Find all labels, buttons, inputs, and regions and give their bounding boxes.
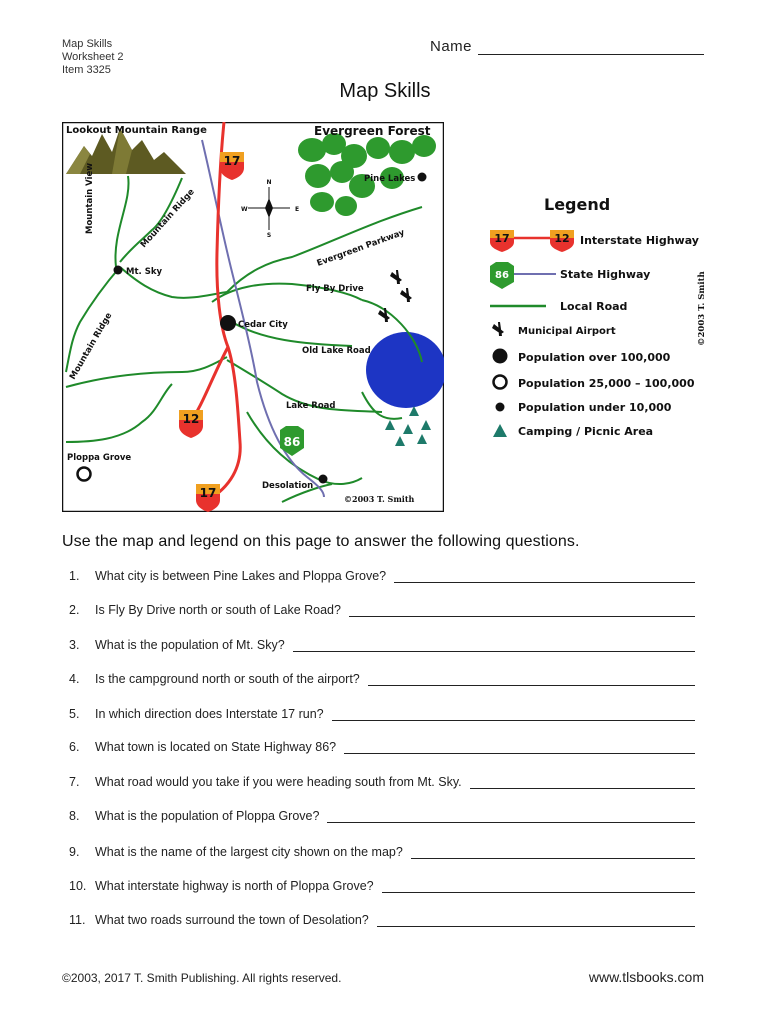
svg-text:86: 86: [283, 435, 301, 449]
pine-lakes-label: Pine Lakes: [364, 174, 416, 184]
legend-pop1-dot: [493, 349, 508, 364]
instructions: Use the map and legend on this page to answer the following questions.: [62, 533, 580, 550]
question-text: What town is located on State Highway 86?: [95, 740, 337, 754]
mountain-ridge-left-label: Mountain Ridge: [67, 311, 115, 382]
question-1: [69, 569, 695, 583]
question-4: [69, 672, 695, 686]
name-field: [430, 38, 704, 55]
legend-pop2-dot: [494, 376, 507, 389]
desolation-label: Desolation: [262, 481, 314, 491]
answer-blank[interactable]: [293, 639, 695, 652]
worksheet-number: Worksheet 2: [62, 51, 124, 63]
ploppa-grove-dot: [78, 468, 91, 481]
answer-blank[interactable]: [344, 741, 695, 754]
legend-camping-icon: [493, 424, 507, 437]
name-label: Name: [430, 38, 473, 55]
question-number: 11.: [69, 913, 86, 927]
cedar-city-dot: [220, 315, 236, 331]
map: [62, 122, 444, 512]
legend-airport-label: Municipal Airport: [518, 326, 616, 337]
lookout-mountain-label: Lookout Mountain Range: [66, 125, 207, 136]
legend-interstate-label: Interstate Highway: [580, 234, 699, 247]
compass-w: W: [241, 206, 248, 213]
legend-pop2-label: Population 25,000 – 100,000: [518, 377, 695, 390]
question-5: [69, 707, 695, 721]
question-number: 3.: [69, 638, 80, 652]
question-text: What road would you take if you were heading south from Mt. Sky.: [95, 775, 462, 789]
question-7: [69, 775, 695, 789]
question-text: What is the population of Mt. Sky?: [95, 638, 285, 652]
desolation-dot: [319, 475, 328, 484]
evergreen-forest-label: Evergreen Forest: [314, 124, 431, 138]
question-number: 4.: [69, 672, 80, 686]
pine-lakes-dot: [418, 173, 427, 182]
question-number: 6.: [69, 740, 80, 754]
answer-blank[interactable]: [377, 914, 695, 927]
fly-by-drive-label: Fly By Drive: [306, 284, 364, 294]
legend-local-label: Local Road: [560, 300, 628, 313]
legend-pop3-dot: [496, 403, 505, 412]
mountain-ridge-top-label: Mountain Ridge: [138, 187, 197, 251]
question-text: What interstate highway is north of Ploppa Grove?: [95, 879, 374, 893]
question-number: 5.: [69, 707, 80, 721]
answer-blank[interactable]: [349, 604, 695, 617]
answer-blank[interactable]: [411, 846, 695, 859]
question-9: [69, 845, 695, 859]
question-text: Is the campground north or south of the airport?: [95, 672, 360, 686]
svg-text:17: 17: [223, 154, 241, 168]
mt-sky-dot: [114, 266, 123, 275]
compass-e: E: [295, 206, 300, 213]
answer-blank[interactable]: [368, 673, 695, 686]
legend-state-label: State Highway: [560, 268, 651, 281]
question-11: [69, 913, 695, 927]
item-number: Item 3325: [62, 64, 111, 76]
footer-copyright: ©2003, 2017 T. Smith Publishing. All rights reserved.: [62, 971, 342, 985]
answer-blank[interactable]: [470, 776, 695, 789]
answer-blank[interactable]: [332, 708, 695, 721]
mt-sky-label: Mt. Sky: [126, 267, 163, 277]
legend-title: Legend: [544, 195, 611, 214]
question-6: [69, 740, 695, 754]
question-text: What is the population of Ploppa Grove?: [95, 809, 320, 823]
question-number: 7.: [69, 775, 80, 789]
legend-state-num: 86: [495, 270, 509, 281]
compass-n: N: [266, 179, 272, 186]
question-text: In which direction does Interstate 17 run?: [95, 707, 324, 721]
question-10: [69, 879, 695, 893]
lake: [366, 332, 444, 408]
legend-airport-icon: [492, 322, 504, 336]
answer-blank[interactable]: [394, 570, 695, 583]
footer-website-link[interactable]: www.tlsbooks.com: [588, 969, 704, 985]
question-number: 8.: [69, 809, 80, 823]
legend-interstate-a: 17: [494, 232, 510, 245]
legend-copyright: ©2003 T. Smith: [697, 271, 707, 346]
question-number: 10.: [69, 879, 87, 893]
cedar-city-label: Cedar City: [238, 320, 288, 330]
compass-s: S: [266, 232, 272, 239]
legend-camp-label: Camping / Picnic Area: [518, 425, 654, 438]
svg-text:17: 17: [199, 486, 217, 500]
worksheet-info: [62, 38, 124, 77]
question-8: [69, 809, 695, 823]
question-3: [69, 638, 695, 652]
legend-pop3-label: Population under 10,000: [518, 401, 672, 414]
question-number: 1.: [69, 569, 80, 583]
old-lake-road-label: Old Lake Road: [302, 346, 371, 356]
ploppa-grove-label: Ploppa Grove: [67, 453, 132, 463]
question-text: What city is between Pine Lakes and Ploppa Grove?: [95, 569, 387, 583]
answer-blank[interactable]: [327, 810, 695, 823]
legend-pop1-label: Population over 100,000: [518, 351, 671, 364]
lake-road-label: Lake Road: [286, 401, 336, 411]
mountain-view-label: Mountain View: [85, 162, 95, 234]
evergreen-parkway-label: Evergreen Parkway: [315, 227, 407, 269]
map-copyright: ©2003 T. Smith: [344, 494, 415, 504]
question-text: What two roads surround the town of Desolation?: [95, 913, 369, 927]
question-text: What is the name of the largest city shown on the map?: [95, 845, 403, 859]
name-blank[interactable]: [478, 40, 704, 55]
svg-text:12: 12: [182, 412, 200, 426]
question-number: 9.: [69, 845, 80, 859]
page-title: Map Skills: [339, 80, 431, 102]
worksheet-title-small: Map Skills: [62, 38, 113, 50]
legend-interstate-b: 12: [554, 232, 570, 245]
answer-blank[interactable]: [382, 880, 695, 893]
question-2: [69, 603, 695, 617]
question-text: Is Fly By Drive north or south of Lake Road?: [95, 603, 341, 617]
legend: [488, 190, 728, 450]
question-number: 2.: [69, 603, 80, 617]
